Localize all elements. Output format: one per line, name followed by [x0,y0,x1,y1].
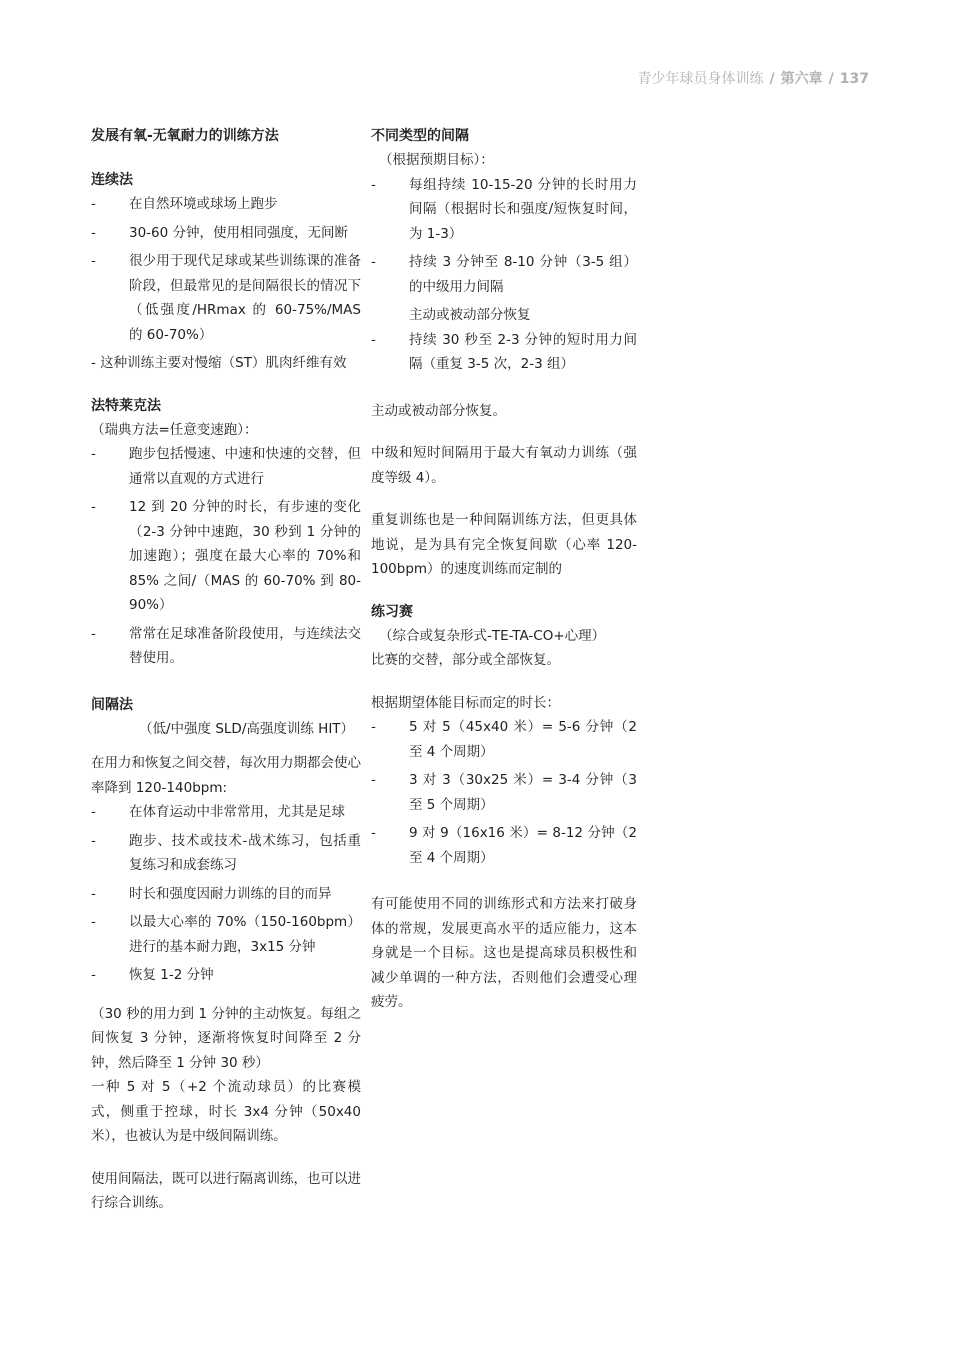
continuous-note: - 这种训练主要对慢缩（ST）肌肉纤维有效 [91,355,347,371]
bullet-dash: - [91,832,96,849]
header-separator: / [828,71,834,87]
list-item-text: 12 到 20 分钟的时长，有步速的变化（2-3 分钟中速跑，30 秒到 1 分钟的加速跑）；强度在最大心率的 70%和 85% 之间/（MAS 的 60-70% 到 80-90%） [129,499,361,613]
list-item-text: 持续 3 分钟至 8-10 分钟（3-5 组）的中级用力间隔 [409,254,637,295]
list-item-text: 恢复 1-2 分钟 [129,967,214,983]
bullet-dash: - [371,176,376,193]
interval-paragraph: 一种 5 对 5（+2 个流动球员）的比赛模式，侧重于控球，时长 3x4 分钟（50x40 米），也被认为是中级间隔训练。 [91,1079,361,1144]
running-header [638,68,869,88]
list-item [371,715,637,764]
closing-paragraph: 有可能使用不同的训练形式和方法来打破身体的常规，发展更高水平的适应能力，这本身就是一个目标。这也是提高球员积极性和减少单调的一种方法，否则他们会遭受心理疲劳。 [371,896,637,1010]
bullet-dash: - [91,625,96,642]
list-item-text: 时长和强度因耐力训练的目的而异 [129,885,332,902]
list-item-text: 在体育运动中非常常用，尤其是足球 [129,804,345,820]
match-intro: 根据期望体能目标而定的时长： [371,694,560,711]
interval-intro: 在用力和恢复之间交替，每次用力期都会使心率降到 120-140bpm: [91,755,361,796]
bullet-dash: - [371,719,376,735]
list-item [91,192,361,217]
list-item [91,963,361,988]
match-line: 比赛的交替，部分或全部恢复。 [371,652,560,668]
continuous-heading: 连续法 [91,172,133,188]
list-item [91,882,361,907]
header-separator: / [769,71,775,87]
list-item-text: 5 对 5（45x40 米）= 5-6 分钟（2 至 4 个周期） [409,719,637,760]
list-item-text: 在自然环境或球场上跑步 [129,196,278,212]
section-title: 发展有氧-无氧耐力的训练方法 [91,128,279,144]
list-item [371,821,637,870]
interval-paragraph: （30 秒的用力到 1 分钟的主动恢复。每组之间恢复 3 分钟，逐渐将恢复时间降至 2 分钟，然后降至 1 分钟 30 秒） [91,1005,361,1071]
interval-heading: 间隔法 [91,696,133,713]
page-number: 137 [839,71,869,87]
list-item-text: 跑步、技术或技术-战术练习，包括重复练习和成套练习 [129,832,361,873]
list-item-text: 持续 30 秒至 2-3 分钟的短时用力间隔（重复 3-5 次，2-3 组） [409,331,637,372]
left-column [91,124,361,1216]
fartlek-subtitle: （瑞典方法=任意变速跑）： [91,421,258,438]
list-item [91,910,361,959]
list-item [91,800,361,825]
bullet-dash: - [91,253,96,269]
interval-types-subtitle: （根据预期目标）： [379,152,494,168]
interval-types-heading: 不同类型的间隔 [371,128,469,144]
right-column [371,124,637,1015]
bullet-dash: - [371,825,376,841]
interval-paragraph: 使用间隔法，既可以进行隔离训练，也可以进行综合训练。 [91,1170,361,1211]
list-item [91,221,361,246]
chapter-label: 第六章 [780,71,823,87]
list-item [91,622,361,671]
list-item [371,173,637,247]
list-item [91,249,361,347]
list-item-text: 9 对 9（16x16 米）= 8-12 分钟（2 至 4 个周期） [409,825,637,866]
list-item-text: 以最大心率的 70%（150-160bpm）进行的基本耐力跑，3x15 分钟 [129,914,361,955]
body-paragraph: 重复训练也是一种间隔训练方法，但更具体地说，是为具有完全恢复间歇（心率 120-100bpm）的速度训练而定制的 [371,512,637,577]
list-item-text: 30-60 分钟，使用相同强度，无间断 [129,224,349,241]
match-heading: 练习赛 [371,603,413,620]
bullet-dash: - [371,254,376,270]
list-item [91,495,361,618]
bullet-dash: - [91,499,96,515]
list-item [91,829,361,878]
list-item [371,250,637,299]
list-item-text: 常常在足球准备阶段使用，与连续法交替使用。 [129,625,361,666]
bullet-dash: - [91,967,96,983]
list-item-text: 每组持续 10-15-20 分钟的长时用力间隔（根据时长和强度/短恢复时间，为 1-3） [409,176,637,242]
body-paragraph: 主动或被动部分恢复。 [371,402,506,419]
bullet-dash: - [91,885,96,902]
list-item [371,328,637,377]
bullet-dash: - [91,446,96,462]
bullet-dash: - [91,196,96,212]
book-title: 青少年球员身体训练 [637,71,764,87]
bullet-dash: - [91,914,96,930]
bullet-dash: - [371,331,376,348]
list-item-text: 跑步包括慢速、中速和快速的交替，但通常以直观的方式进行 [129,446,361,487]
list-item-text: 很少用于现代足球或某些训练课的准备阶段，但最常见的是间隔很长的情况下（低强度/HRmax 的 60-75%/MAS 的 60-70%） [129,253,361,343]
bullet-dash: - [91,804,96,820]
match-subtitle: （综合或复杂形式-TE-TA-CO+心理） [379,627,606,644]
list-item-text: 3 对 3（30x25 米）= 3-4 分钟（3 至 5 个周期） [409,772,637,813]
interval-subtitle: （低/中强度 SLD/高强度训练 HIT） [139,720,355,737]
bullet-dash: - [371,772,376,788]
body-paragraph: 中级和短时间隔用于最大有氧动力训练（强度等级 4）。 [371,445,637,486]
list-item-continuation: 主动或被动部分恢复 [409,307,531,323]
bullet-dash: - [91,224,96,241]
list-item [371,768,637,817]
list-item [91,442,361,491]
fartlek-heading: 法特莱克法 [91,397,161,414]
